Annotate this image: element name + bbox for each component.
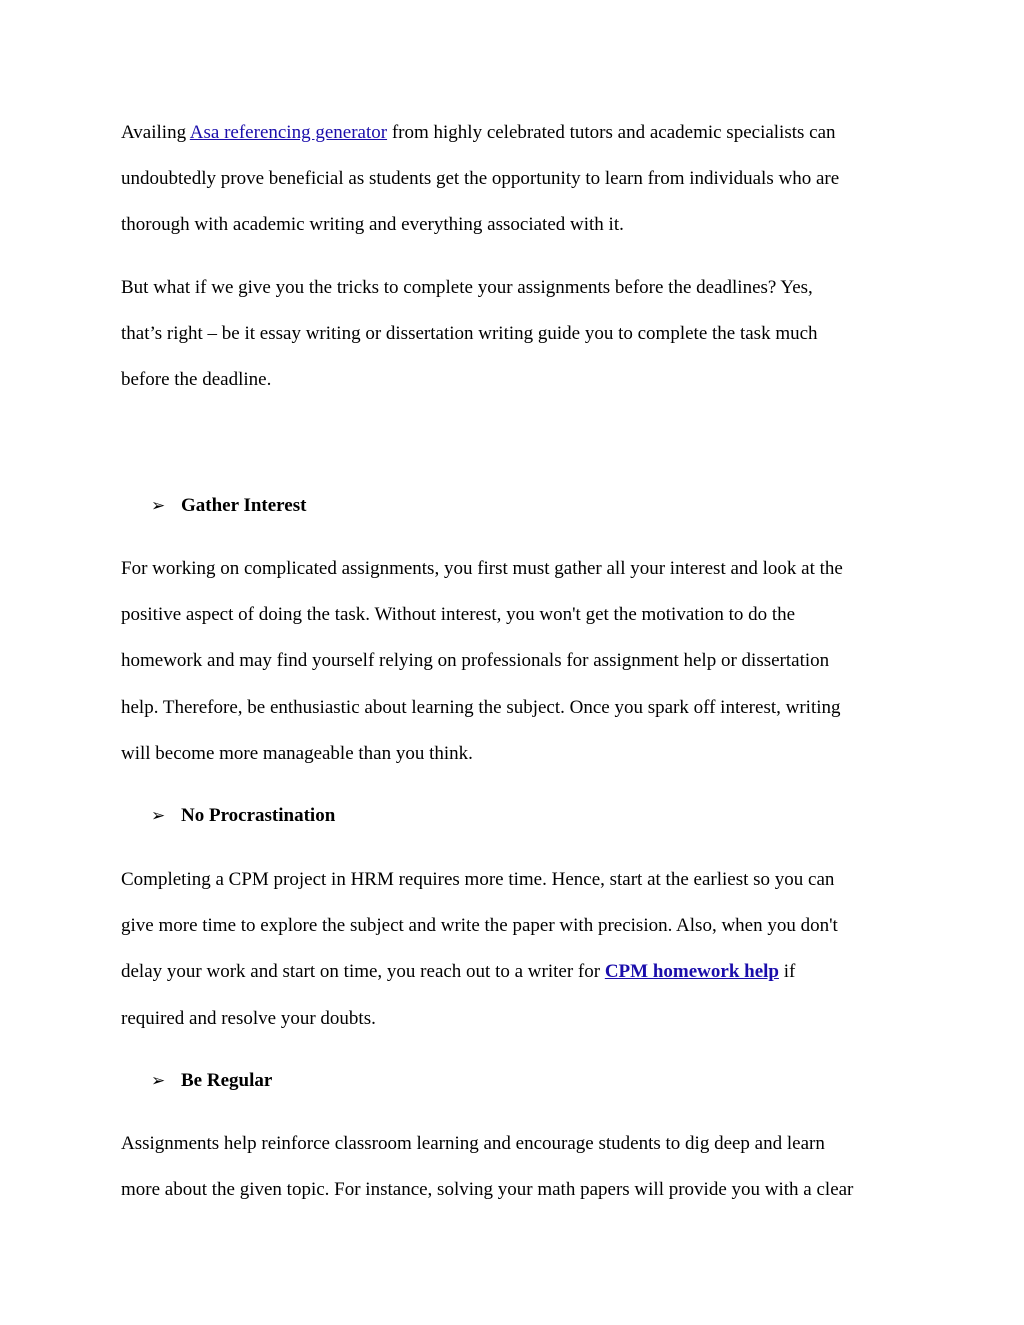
arrow-bullet-icon: ➢ [151,1071,166,1091]
paragraph-line: undoubtedly prove beneficial as students get the opportunity to learn from individuals who are [121,168,840,190]
paragraph-line: before the deadline. [121,369,272,391]
no-procrastination-paragraph [121,857,911,1042]
arrow-bullet-icon: ➢ [151,806,166,826]
text-span: if [778,961,796,983]
paragraph-line: more about the given topic. For instance, solving your math papers will provide you with a clear [121,1179,854,1201]
paragraph-line [121,110,911,156]
heading-gather-interest [151,494,306,518]
paragraph-line: Assignments help reinforce classroom learning and encourage students to dig deep and learn [121,1133,825,1154]
paragraph-line: Completing a CPM project in HRM requires more time. Hence, start at the earliest so you can [121,869,835,890]
paragraph-line: positive aspect of doing the task. Without interest, you won't get the motivation to do the [121,604,796,626]
cpm-homework-help-link[interactable]: CPM homework help [604,961,779,983]
paragraph-line: help. Therefore, be enthusiastic about learning the subject. Once you spark off interest, writing [121,696,841,718]
tricks-paragraph [121,265,911,404]
paragraph-line: will become more manageable than you think. [121,742,473,764]
be-regular-paragraph [121,1121,911,1213]
text-span: from highly celebrated tutors and academic specialists can [387,122,836,143]
heading-be-regular [151,1069,272,1093]
paragraph-line: give more time to explore the subject and write the paper with precision. Also, when you don't [121,915,838,937]
paragraph-line: that’s right – be it essay writing or dissertation writing guide you to complete the task much [121,323,818,345]
paragraph-line: For working on complicated assignments, you first must gather all your interest and look at the [121,558,843,579]
paragraph-line: But what if we give you the tricks to complete your assignments before the deadlines? Yes, [121,277,813,298]
text-span: Availing [121,122,190,143]
arrow-bullet-icon: ➢ [151,496,166,516]
gather-interest-paragraph [121,546,911,777]
paragraph-line: homework and may find yourself relying on professionals for assignment help or dissertation [121,650,830,672]
paragraph-line: thorough with academic writing and everything associated with it. [121,214,624,236]
text-span: delay your work and start on time, you reach out to a writer for [121,961,605,983]
intro-paragraph [121,110,911,249]
asa-referencing-generator-link[interactable]: Asa referencing generator [189,122,388,143]
heading-text: Be Regular [181,1070,273,1091]
heading-text: No Procrastination [181,805,336,826]
heading-no-procrastination [151,804,335,828]
paragraph-line [121,949,911,995]
heading-text: Gather Interest [181,495,307,516]
paragraph-line: required and resolve your doubts. [121,1007,376,1029]
